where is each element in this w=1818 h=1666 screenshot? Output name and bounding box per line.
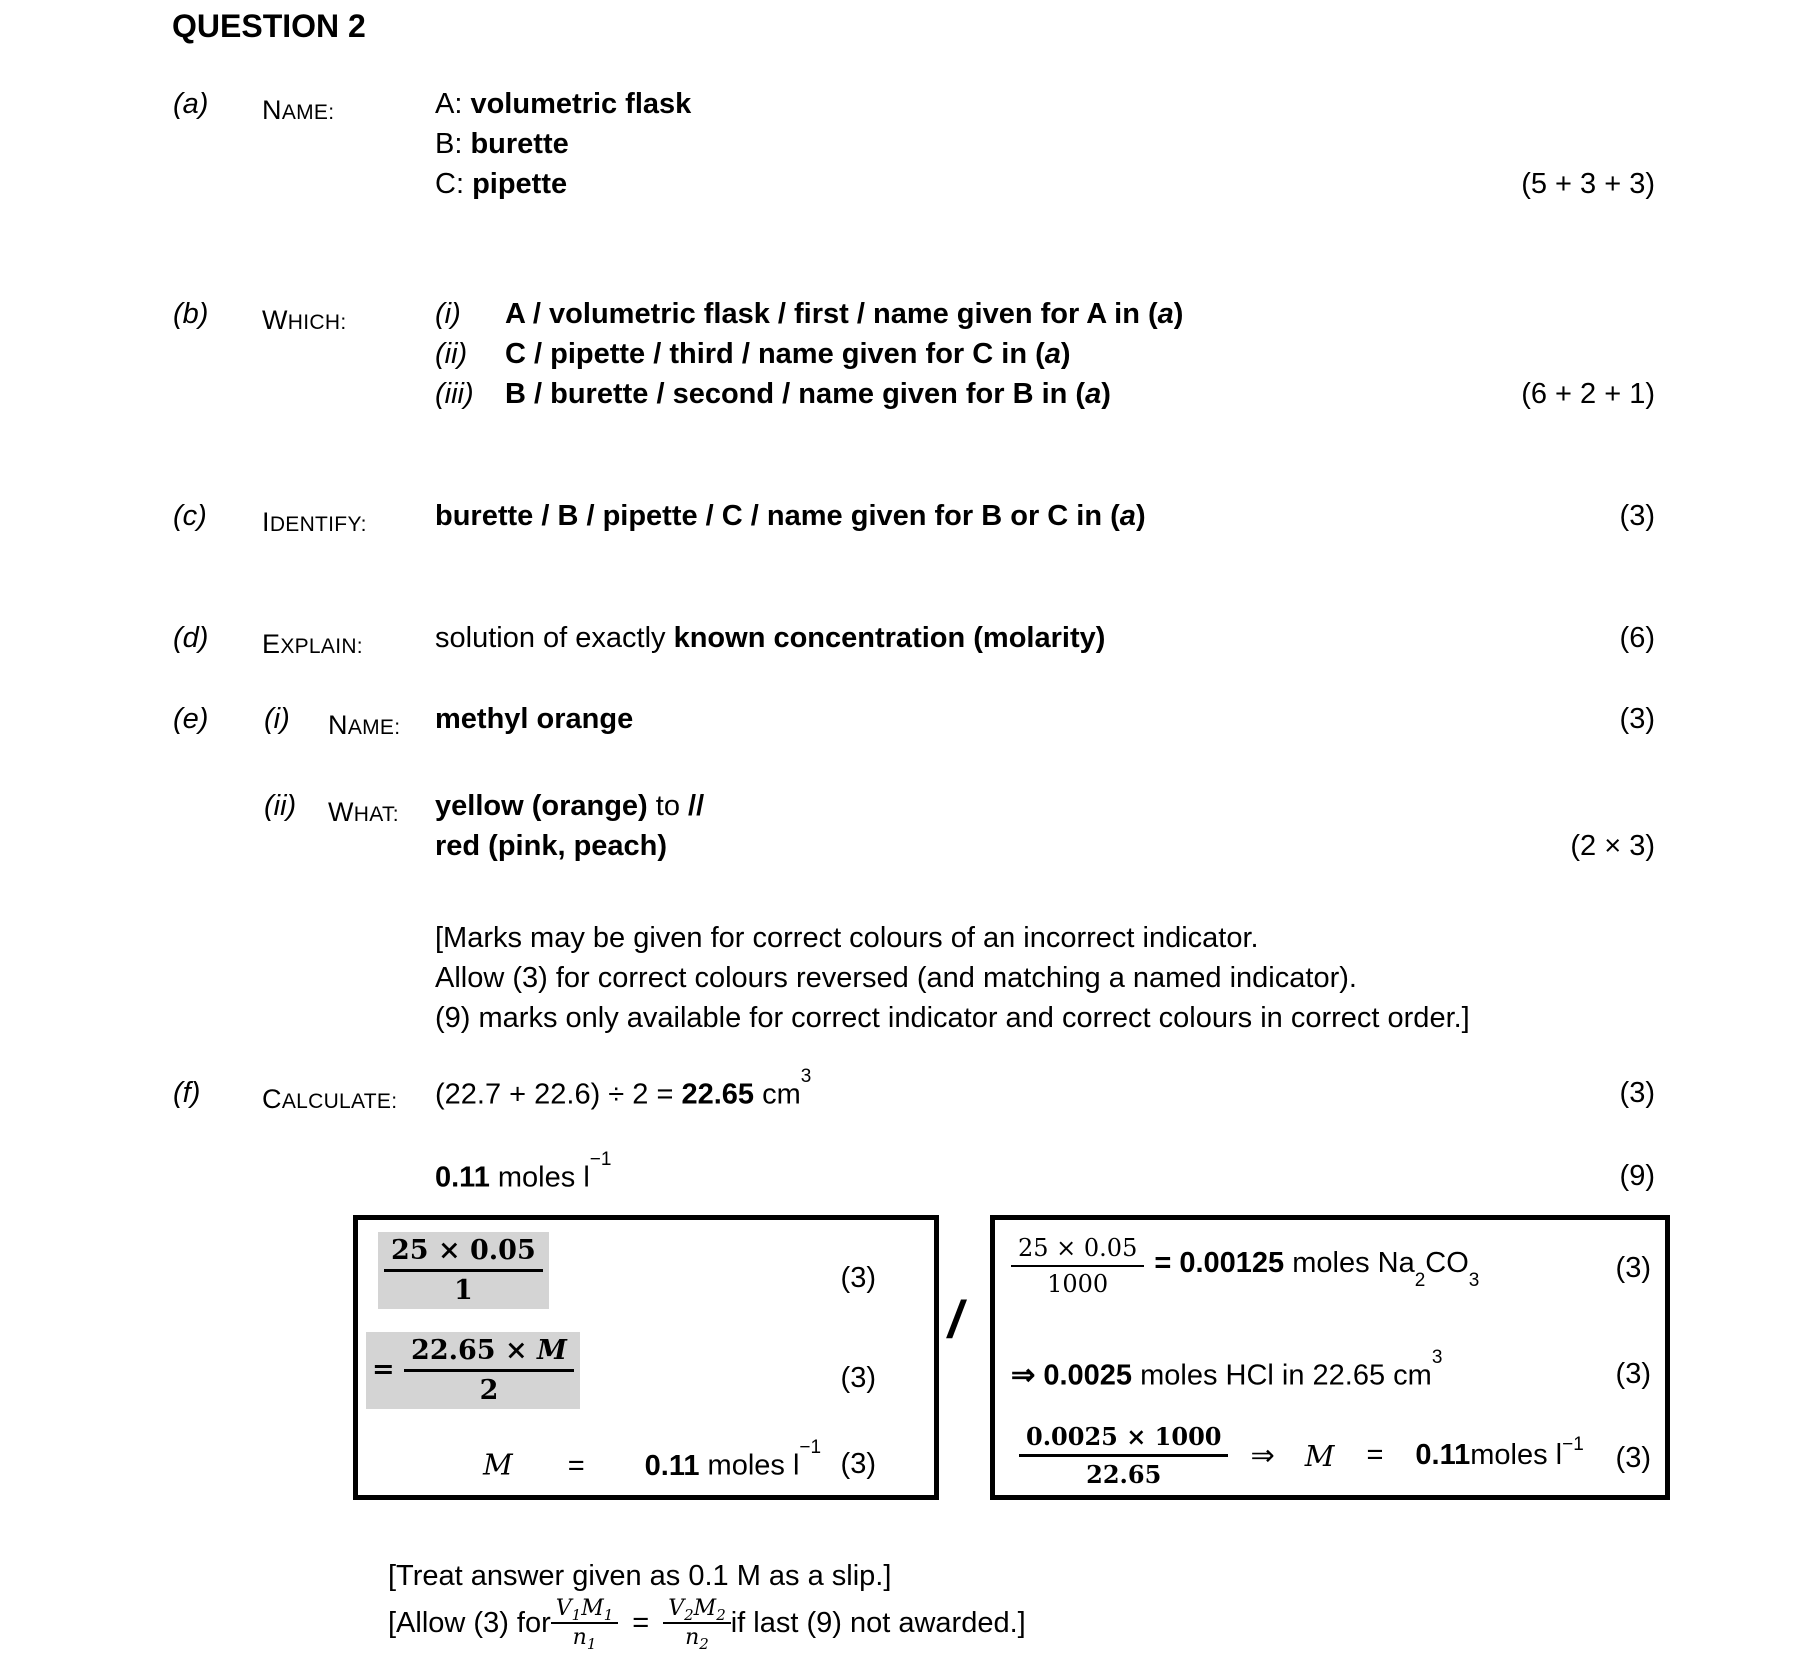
item-b-iii-post: ) <box>1101 378 1111 410</box>
right-eq3-numerator: 0.0025 × 1000 <box>1019 1422 1228 1457</box>
item-c-post: ) <box>1135 500 1146 532</box>
left-eq2-numerator-pre: 22.65 × <box>411 1335 538 1366</box>
left-eq3-marks: (3) <box>840 1448 876 1480</box>
working-box-right <box>990 1215 1670 1500</box>
page-title: QUESTION 2 <box>172 8 366 44</box>
item-e-ii-mid: to <box>647 790 689 822</box>
item-a-line-3-answer: pipette <box>472 168 568 200</box>
left-eq1-denominator: 1 <box>453 1275 473 1307</box>
item-e-i-label-wrap <box>328 709 400 742</box>
item-e-i-answer: methyl orange <box>435 703 634 735</box>
item-b-letter: (b) <box>173 298 209 330</box>
footnote-allow-post: if last (9) not awarded.] <box>730 1606 1026 1639</box>
working-box-left <box>353 1215 939 1500</box>
footnote-slip: [Treat answer given as 0.1 M as a slip.] <box>388 1560 892 1592</box>
item-a-line-2-pre: B: <box>435 128 471 160</box>
right-eq1-result-wrap <box>1154 1247 1480 1291</box>
footnote-f2-n: n <box>685 1625 700 1650</box>
left-eq3-equals: = <box>567 1449 585 1482</box>
item-a-line-1-answer: volumetric flask <box>470 88 692 120</box>
right-eq3 <box>1019 1422 1584 1489</box>
alternative-method-slash: / <box>948 1291 963 1349</box>
item-b-iii-pre: B / burette / second / name given for B in ( <box>505 378 1086 410</box>
item-d-normal: solution of exactly <box>435 622 674 654</box>
item-f-answer-unit: moles l <box>489 1161 590 1194</box>
right-eq3-unit: moles l <box>1470 1439 1563 1471</box>
item-b-iii-answer <box>505 378 1111 411</box>
item-a-line-3 <box>435 168 567 201</box>
footnote-fraction-2 <box>663 1596 731 1653</box>
item-b-label: WHICH: <box>262 305 347 335</box>
item-b-ii-pre: C / pipette / third / name given for C in ( <box>505 338 1045 370</box>
footnote-equals: = <box>632 1606 650 1639</box>
footnote-f1-v: V <box>555 1596 572 1621</box>
item-d-label: EXPLAIN: <box>262 629 363 659</box>
left-eq1-shading <box>378 1232 549 1309</box>
item-b-marks: (6 + 2 + 1) <box>1521 378 1655 410</box>
right-eq2-value: 0.0025 <box>1043 1359 1133 1392</box>
item-b-ii-post: ) <box>1060 338 1071 370</box>
right-eq2-exponent: 3 <box>1431 1347 1443 1368</box>
right-eq1-fraction <box>1011 1234 1144 1298</box>
item-f-answer-value: 0.11 <box>435 1161 490 1194</box>
item-a-line-2 <box>435 128 569 161</box>
right-eq3-equals: = <box>1366 1439 1384 1471</box>
right-eq1-sub-2: 3 <box>1468 1269 1480 1291</box>
item-a-line-3-pre: C: <box>435 168 473 200</box>
left-eq3-value: 0.11 <box>644 1449 700 1482</box>
right-eq1-unit-pre: moles Na <box>1284 1247 1415 1280</box>
item-e-ii-colour-1: yellow (orange) <box>435 790 648 822</box>
item-e-letter: (e) <box>173 703 209 735</box>
right-eq1-unit-mid: CO <box>1425 1247 1469 1280</box>
item-a-marks: (5 + 3 + 3) <box>1521 168 1655 200</box>
right-eq1-denominator: 1000 <box>1047 1270 1109 1298</box>
item-e-ii-slashes: // <box>688 790 705 822</box>
item-c-answer <box>435 500 1146 533</box>
item-b-iii-num: (iii) <box>435 378 474 410</box>
left-eq3 <box>483 1437 822 1483</box>
item-b-ii-var: a <box>1044 338 1061 370</box>
right-eq3-value: 0.11 <box>1415 1439 1471 1471</box>
left-eq3-unit: moles l <box>699 1449 800 1482</box>
left-eq2-marks: (3) <box>840 1362 876 1394</box>
right-eq1 <box>1011 1234 1479 1298</box>
item-a-line-1 <box>435 88 691 121</box>
item-f-label-wrap <box>262 1083 397 1116</box>
item-d-marks: (6) <box>1619 622 1655 654</box>
left-eq2-numerator <box>404 1335 574 1372</box>
left-eq1-marks: (3) <box>840 1262 876 1294</box>
item-b-ii-answer <box>505 338 1071 371</box>
item-b-iii-var: a <box>1085 378 1102 410</box>
footnote-allow-pre: [Allow (3) for <box>388 1606 551 1639</box>
right-eq3-marks: (3) <box>1615 1442 1651 1474</box>
item-a-label: NAME: <box>262 95 335 125</box>
footnote-f1-m-sub: 1 <box>603 1606 614 1624</box>
right-eq2-marks: (3) <box>1615 1358 1651 1390</box>
item-f-calc-marks: (3) <box>1619 1077 1655 1109</box>
item-e-ii-num: (ii) <box>264 790 297 822</box>
right-eq2 <box>1011 1347 1443 1393</box>
item-f-answer-line <box>435 1149 612 1195</box>
indicator-note-line-3: (9) marks only available for correct indicator and correct colours in correct order.] <box>435 1002 1470 1034</box>
item-e-ii-colour-2: red (pink, peach) <box>435 830 668 862</box>
item-f-label: CALCULATE: <box>262 1084 398 1114</box>
right-eq1-sub-1: 2 <box>1414 1269 1426 1291</box>
item-c-label: IDENTIFY: <box>262 507 367 537</box>
footnote-f2-m: M <box>693 1596 717 1621</box>
footnote-f2-m-sub: 2 <box>716 1606 726 1624</box>
item-f-answer-marks: (9) <box>1619 1160 1655 1192</box>
item-b-ii-num: (ii) <box>435 338 468 370</box>
footnote-fraction-2-denominator <box>663 1624 731 1653</box>
left-eq1-numerator: 25 × 0.05 <box>384 1235 543 1272</box>
right-eq3-var: M <box>1304 1438 1335 1473</box>
item-f-calc-value: 22.65 <box>681 1078 755 1111</box>
item-d-answer <box>435 622 1105 655</box>
item-f-calc-line <box>435 1066 812 1112</box>
left-eq1 <box>378 1232 549 1309</box>
item-c-letter: (c) <box>173 500 207 532</box>
item-b-i-answer <box>505 298 1183 331</box>
item-c-label-wrap <box>262 506 367 539</box>
footnote-fraction-1 <box>551 1596 619 1653</box>
item-b-i-var: a <box>1157 298 1174 330</box>
right-eq1-marks: (3) <box>1615 1252 1651 1284</box>
left-eq2-fraction <box>404 1335 574 1406</box>
item-f-letter: (f) <box>173 1077 201 1109</box>
item-c-pre: burette / B / pipette / C / name given for B or C in ( <box>435 500 1120 532</box>
left-eq2-shading <box>366 1332 580 1409</box>
item-c-marks: (3) <box>1619 500 1655 532</box>
footnote-f1-n: n <box>572 1625 587 1650</box>
footnote-f2-v: V <box>668 1596 685 1621</box>
item-a-letter: (a) <box>173 88 209 120</box>
left-eq2-numerator-var: M <box>537 1335 567 1366</box>
footnote-f2-n-sub: 2 <box>699 1635 709 1653</box>
right-eq3-fraction <box>1019 1422 1228 1489</box>
left-eq1-fraction <box>384 1235 543 1306</box>
item-b-i-num: (i) <box>435 298 461 330</box>
item-f-calc-unit: cm <box>754 1078 801 1111</box>
item-a-line-2-answer: burette <box>470 128 569 160</box>
indicator-note-line-2: Allow (3) for correct colours reversed (and matching a named indicator). <box>435 962 1357 994</box>
right-eq2-rest: moles HCl in 22.65 cm <box>1132 1359 1432 1392</box>
item-e-i-marks: (3) <box>1619 703 1655 735</box>
footnote-fraction-2-numerator <box>663 1596 731 1624</box>
left-eq2 <box>366 1332 580 1409</box>
item-e-ii-label: WHAT: <box>328 797 399 827</box>
item-f-calc-exponent: 3 <box>800 1066 812 1087</box>
left-eq3-exponent: −1 <box>799 1437 822 1458</box>
item-f-calc-pre: (22.7 + 22.6) ÷ 2 = <box>435 1078 682 1111</box>
item-f-answer-exponent: −1 <box>589 1149 612 1170</box>
right-eq1-result: = 0.00125 <box>1154 1247 1285 1280</box>
right-eq3-exponent: −1 <box>1562 1433 1584 1455</box>
footnote-allow <box>388 1596 1026 1653</box>
indicator-note-line-1: [Marks may be given for correct colours of an incorrect indicator. <box>435 922 1259 954</box>
item-b-label-wrap <box>262 304 346 337</box>
item-a-label-wrap <box>262 94 334 127</box>
item-e-i-label: NAME: <box>328 710 401 740</box>
right-eq3-arrow: ⇒ <box>1250 1440 1275 1472</box>
left-eq3-var: M <box>483 1447 513 1482</box>
footnote-fraction-1-denominator <box>551 1624 619 1653</box>
item-e-ii-marks: (2 × 3) <box>1570 830 1655 862</box>
item-d-letter: (d) <box>173 622 209 654</box>
item-c-var: a <box>1119 500 1136 532</box>
item-e-i-num: (i) <box>264 703 290 735</box>
item-a-line-1-pre: A: <box>435 88 471 120</box>
right-eq1-numerator: 25 × 0.05 <box>1011 1234 1144 1267</box>
left-eq2-denominator: 2 <box>479 1375 499 1407</box>
footnote-fraction-1-numerator <box>551 1596 619 1624</box>
right-eq2-arrow: ⇒ <box>1011 1359 1044 1392</box>
left-eq2-equals: = <box>372 1354 405 1386</box>
item-e-ii-label-wrap <box>328 796 399 829</box>
item-b-i-pre: A / volumetric flask / first / name given for A in ( <box>505 298 1158 330</box>
item-d-bold: known concentration (molarity) <box>673 622 1106 654</box>
footnote-f1-n-sub: 1 <box>586 1635 597 1653</box>
footnote-f1-m: M <box>581 1596 604 1621</box>
footnote-f1-v-sub: 1 <box>571 1606 582 1624</box>
item-d-label-wrap <box>262 628 363 661</box>
right-eq3-denominator: 22.65 <box>1086 1460 1162 1489</box>
item-e-ii-line-1 <box>435 790 704 823</box>
footnote-f2-v-sub: 2 <box>684 1606 694 1624</box>
item-b-i-post: ) <box>1173 298 1184 330</box>
